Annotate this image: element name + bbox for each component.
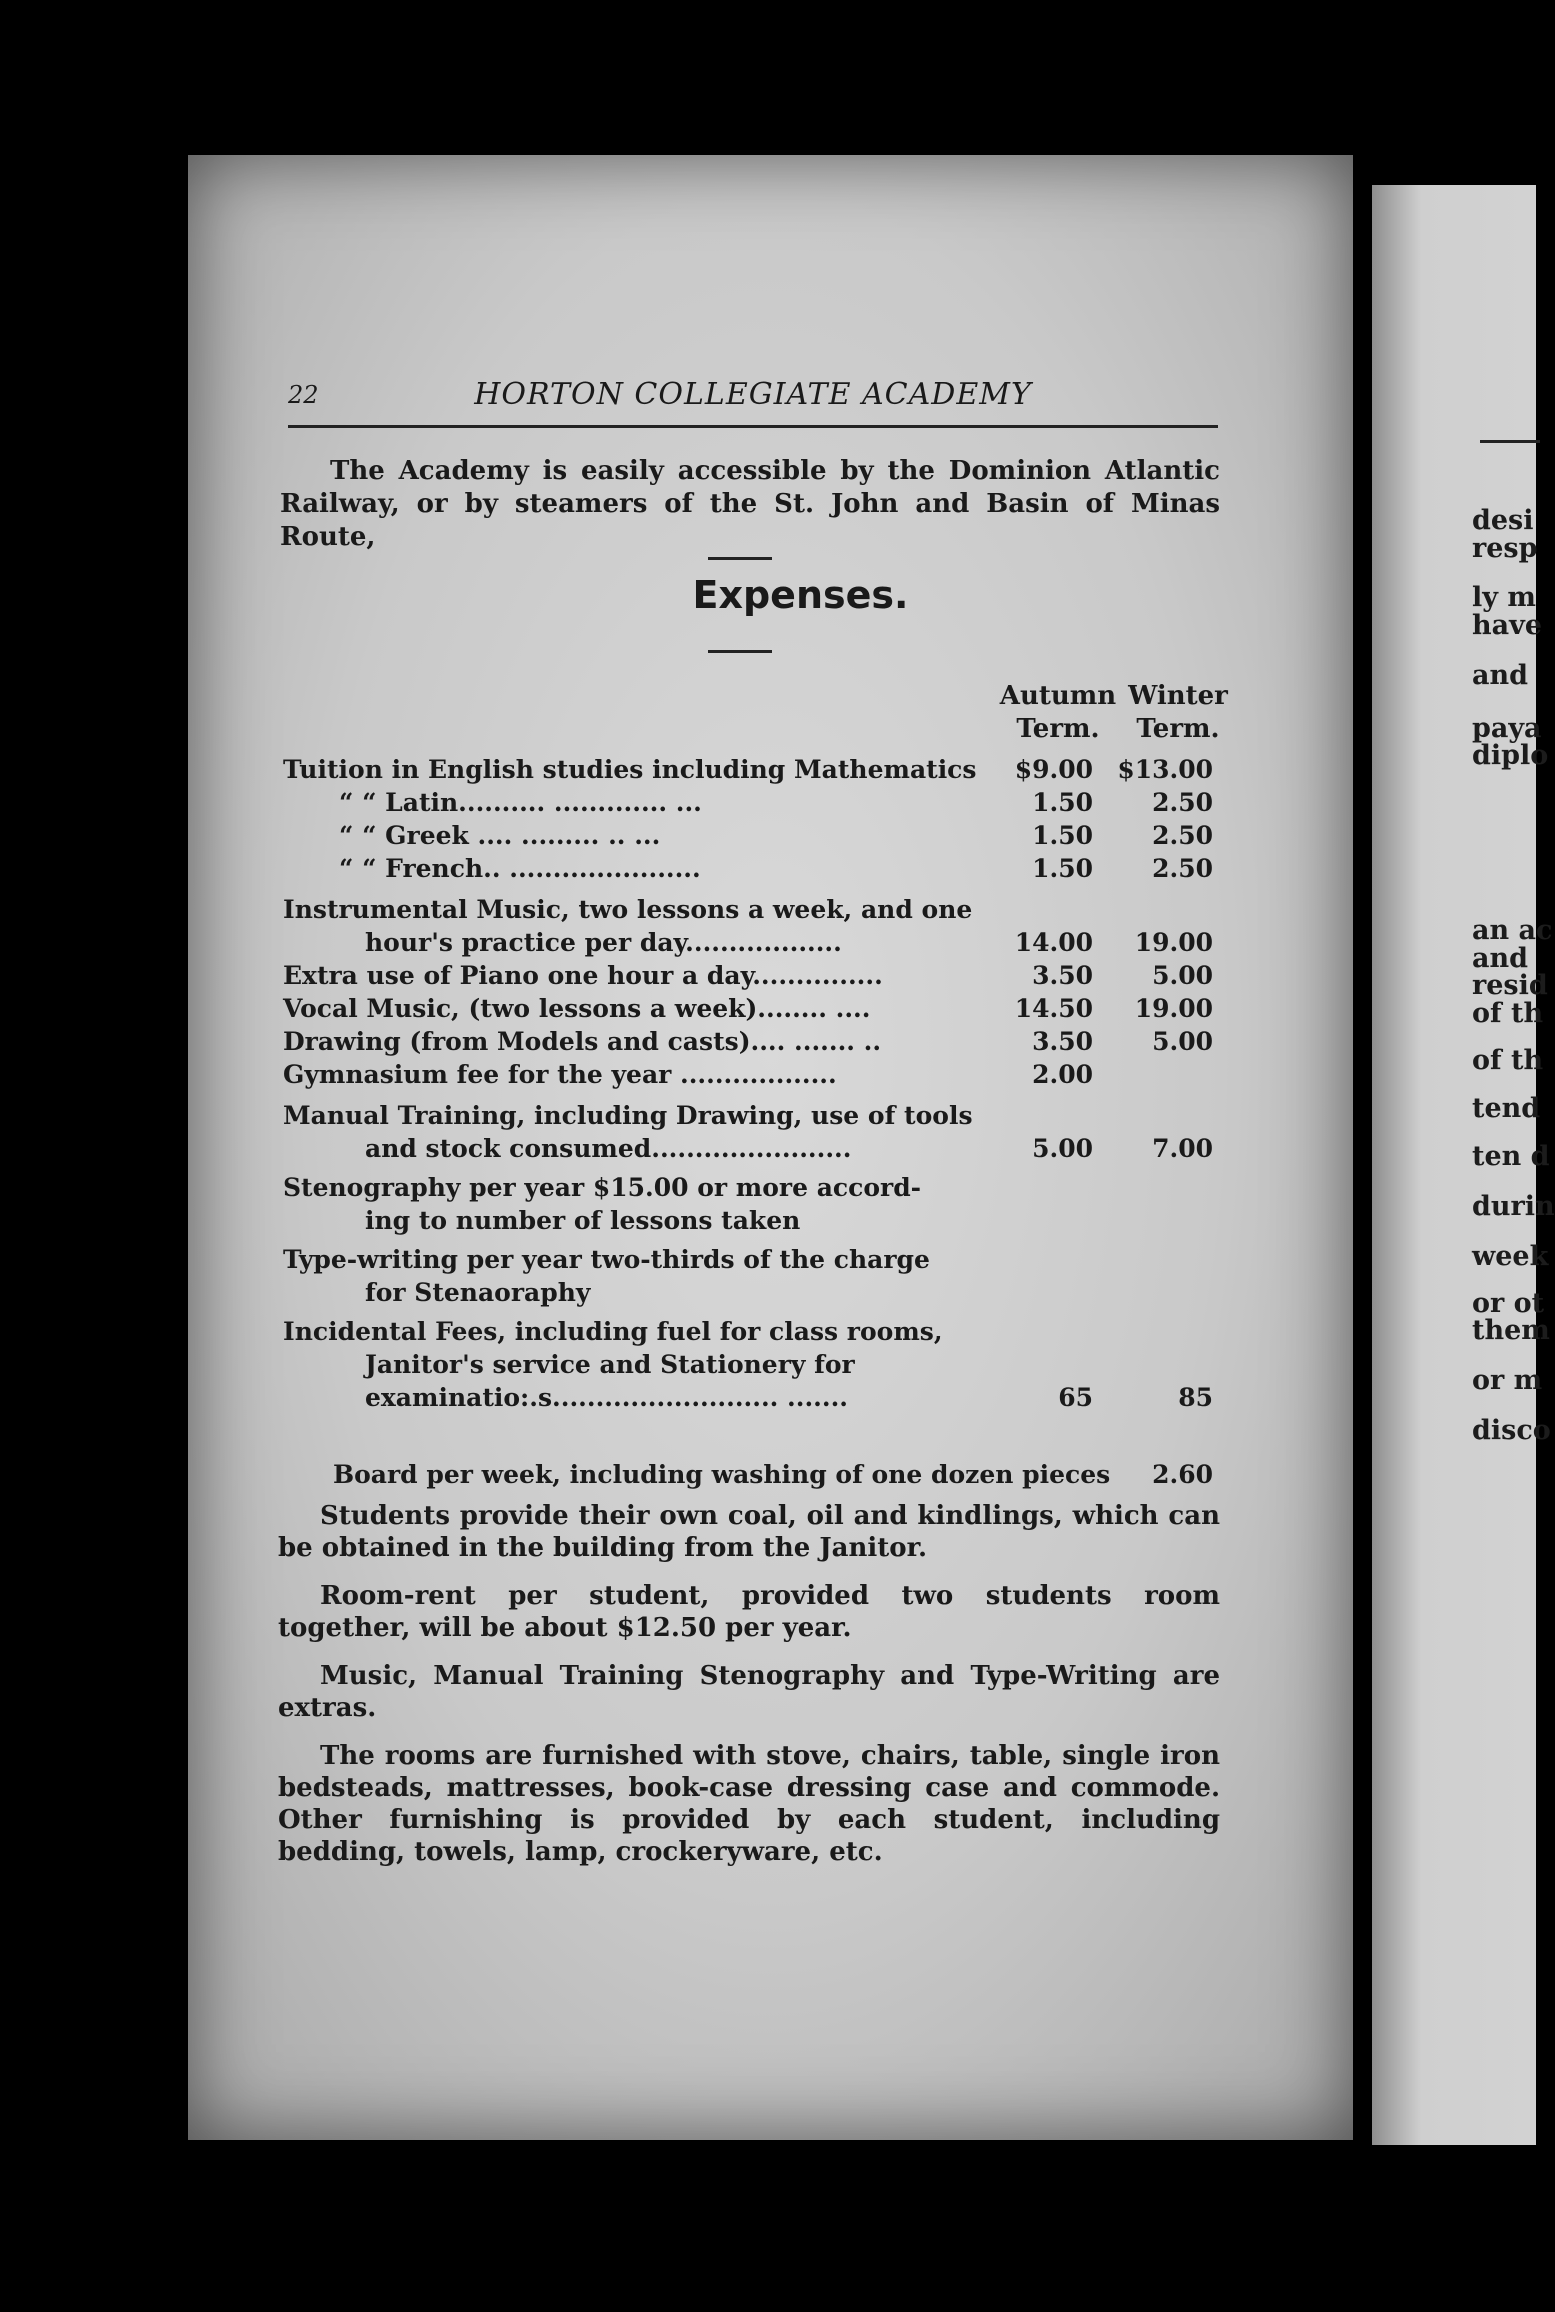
autumn-term-value: 1.50 <box>1032 788 1093 817</box>
board-row <box>283 1460 1273 1490</box>
adjacent-page-text: week <box>1472 1241 1549 1272</box>
adjacent-page-text: of th <box>1472 998 1544 1029</box>
expense-row <box>283 1350 1273 1380</box>
adjacent-page-text: diplo <box>1472 740 1549 771</box>
expense-row <box>283 788 1273 818</box>
expense-description: “ “ Latin.......... ............. ... <box>339 788 702 817</box>
expense-description: Extra use of Piano one hour a day............... <box>283 961 883 990</box>
winter-term-value: 7.00 <box>1152 1134 1213 1163</box>
board-text: Board per week, including washing of one dozen pieces <box>333 1460 1111 1489</box>
expense-description: Stenography per year $15.00 or more accord- <box>283 1173 922 1202</box>
adjacent-page-text: desi <box>1472 505 1534 536</box>
winter-term-value: 5.00 <box>1152 961 1213 990</box>
expense-row <box>283 1206 1273 1236</box>
column-header-line: Term. <box>1016 714 1100 744</box>
section-heading: Expenses. <box>692 573 909 617</box>
expense-row <box>283 1027 1273 1057</box>
adjacent-page-text: resp <box>1472 533 1538 564</box>
expense-row <box>283 755 1273 785</box>
expense-description: Manual Training, including Drawing, use of tools <box>283 1101 973 1130</box>
adjacent-page-text: of th <box>1472 1045 1544 1076</box>
autumn-term-value: 3.50 <box>1032 1027 1093 1056</box>
expense-description: Drawing (from Models and casts).... ....... .. <box>283 1027 882 1056</box>
adjacent-page-text: or ot <box>1472 1288 1545 1319</box>
expense-description: Tuition in English studies including Mathematics <box>283 755 977 784</box>
expense-row <box>283 994 1273 1024</box>
adjacent-page-text: and <box>1472 943 1529 974</box>
adjacent-page-edge <box>1372 185 1555 2145</box>
adjacent-page-rule <box>1480 440 1540 443</box>
adjacent-page-text: have <box>1472 610 1542 641</box>
expense-description: Instrumental Music, two lessons a week, and one <box>283 895 973 924</box>
expense-description: “ “ Greek .... ......... .. ... <box>339 821 661 850</box>
adjacent-page-text: and <box>1472 660 1529 691</box>
expense-row <box>283 1278 1273 1308</box>
note-paragraph: Music, Manual Training Stenography and Type-Writing are extras. <box>278 1661 1220 1723</box>
expense-row <box>283 1134 1273 1164</box>
expense-description: Janitor's service and Stationery for <box>365 1350 855 1379</box>
adjacent-page-text: durin <box>1472 1191 1555 1222</box>
expense-row <box>283 1101 1273 1131</box>
winter-term-value: 85 <box>1178 1383 1213 1412</box>
expense-description: hour's practice per day.................. <box>365 928 842 957</box>
intro-paragraph: The Academy is easily accessible by the Dominion Atlantic Railway, or by steamers of the St. John and Basin of Minas Route, <box>280 456 1220 552</box>
book-page <box>188 155 1353 2140</box>
autumn-term-value: 3.50 <box>1032 961 1093 990</box>
winter-term-value: 19.00 <box>1134 994 1213 1023</box>
note-paragraph: Room-rent per student, provided two students room together, will be about $12.50 per year. <box>278 1581 1220 1643</box>
expense-description: and stock consumed....................... <box>365 1134 852 1163</box>
expense-row <box>283 1317 1273 1347</box>
winter-term-value: 2.50 <box>1152 854 1213 883</box>
autumn-term-value: 2.00 <box>1032 1060 1093 1089</box>
autumn-term-value: 1.50 <box>1032 854 1093 883</box>
autumn-term-value: $9.00 <box>1014 755 1093 784</box>
autumn-term-value: 14.50 <box>1014 994 1093 1023</box>
page-number: 22 <box>288 381 319 409</box>
adjacent-page-text: ten d <box>1472 1141 1550 1172</box>
expense-description: Gymnasium fee for the year .................. <box>283 1060 837 1089</box>
expense-description: Incidental Fees, including fuel for class rooms, <box>283 1317 943 1346</box>
adjacent-page-text: them <box>1472 1315 1550 1346</box>
autumn-term-value: 65 <box>1058 1383 1093 1412</box>
expense-description: “ “ French.. ...................... <box>339 854 701 883</box>
expense-row <box>283 961 1273 991</box>
running-title: HORTON COLLEGIATE ACADEMY <box>474 377 1032 412</box>
adjacent-page-text: disco <box>1472 1415 1551 1446</box>
expense-row <box>283 928 1273 958</box>
expense-row <box>283 1383 1273 1413</box>
running-header <box>288 377 1218 428</box>
adjacent-page-text: an ac <box>1472 915 1553 946</box>
note-paragraph: Students provide their own coal, oil and kindlings, which can be obtained in the building from the Janitor. <box>278 1501 1220 1563</box>
expense-description: Vocal Music, (two lessons a week)........ .... <box>283 994 871 1023</box>
autumn-term-value: 5.00 <box>1032 1134 1093 1163</box>
adjacent-page-text: ly m <box>1472 582 1536 613</box>
column-header-autumn <box>993 680 1123 746</box>
autumn-term-value: 1.50 <box>1032 821 1093 850</box>
winter-term-value: 5.00 <box>1152 1027 1213 1056</box>
winter-term-value: 2.50 <box>1152 821 1213 850</box>
expense-description: ing to number of lessons taken <box>365 1206 801 1235</box>
adjacent-page-text: or m <box>1472 1365 1543 1396</box>
expense-row <box>283 1173 1273 1203</box>
expense-row <box>283 1060 1273 1090</box>
divider-rule <box>708 650 772 653</box>
column-header-line: Term. <box>1136 714 1220 744</box>
expense-row <box>283 854 1273 884</box>
expense-row <box>283 821 1273 851</box>
board-value: 2.60 <box>1152 1460 1213 1489</box>
expense-description: for Stenaoraphy <box>365 1278 591 1307</box>
expense-row <box>283 895 1273 925</box>
expense-row <box>283 1245 1273 1275</box>
column-header-winter <box>1123 680 1233 746</box>
autumn-term-value: 14.00 <box>1014 928 1093 957</box>
column-header-line: Autumn <box>999 681 1117 711</box>
column-header-line: Winter <box>1128 681 1228 711</box>
adjacent-page-text: resid <box>1472 970 1548 1001</box>
adjacent-page-text: paya <box>1472 713 1542 744</box>
winter-term-value: 2.50 <box>1152 788 1213 817</box>
expense-description: Type-writing per year two-thirds of the charge <box>283 1245 930 1274</box>
adjacent-page-text: tend <box>1472 1093 1541 1124</box>
winter-term-value: 19.00 <box>1134 928 1213 957</box>
divider-rule <box>708 557 772 560</box>
expense-description: examinatio:.s.......................... ....... <box>365 1383 848 1412</box>
note-paragraph: The rooms are furnished with stove, chairs, table, single iron bedsteads, mattresses, book-case dressing case and commode. Other furnishing is provided by each student, including bedding, towels, lamp, crockeryware, etc. <box>278 1741 1220 1867</box>
winter-term-value: $13.00 <box>1117 755 1213 784</box>
